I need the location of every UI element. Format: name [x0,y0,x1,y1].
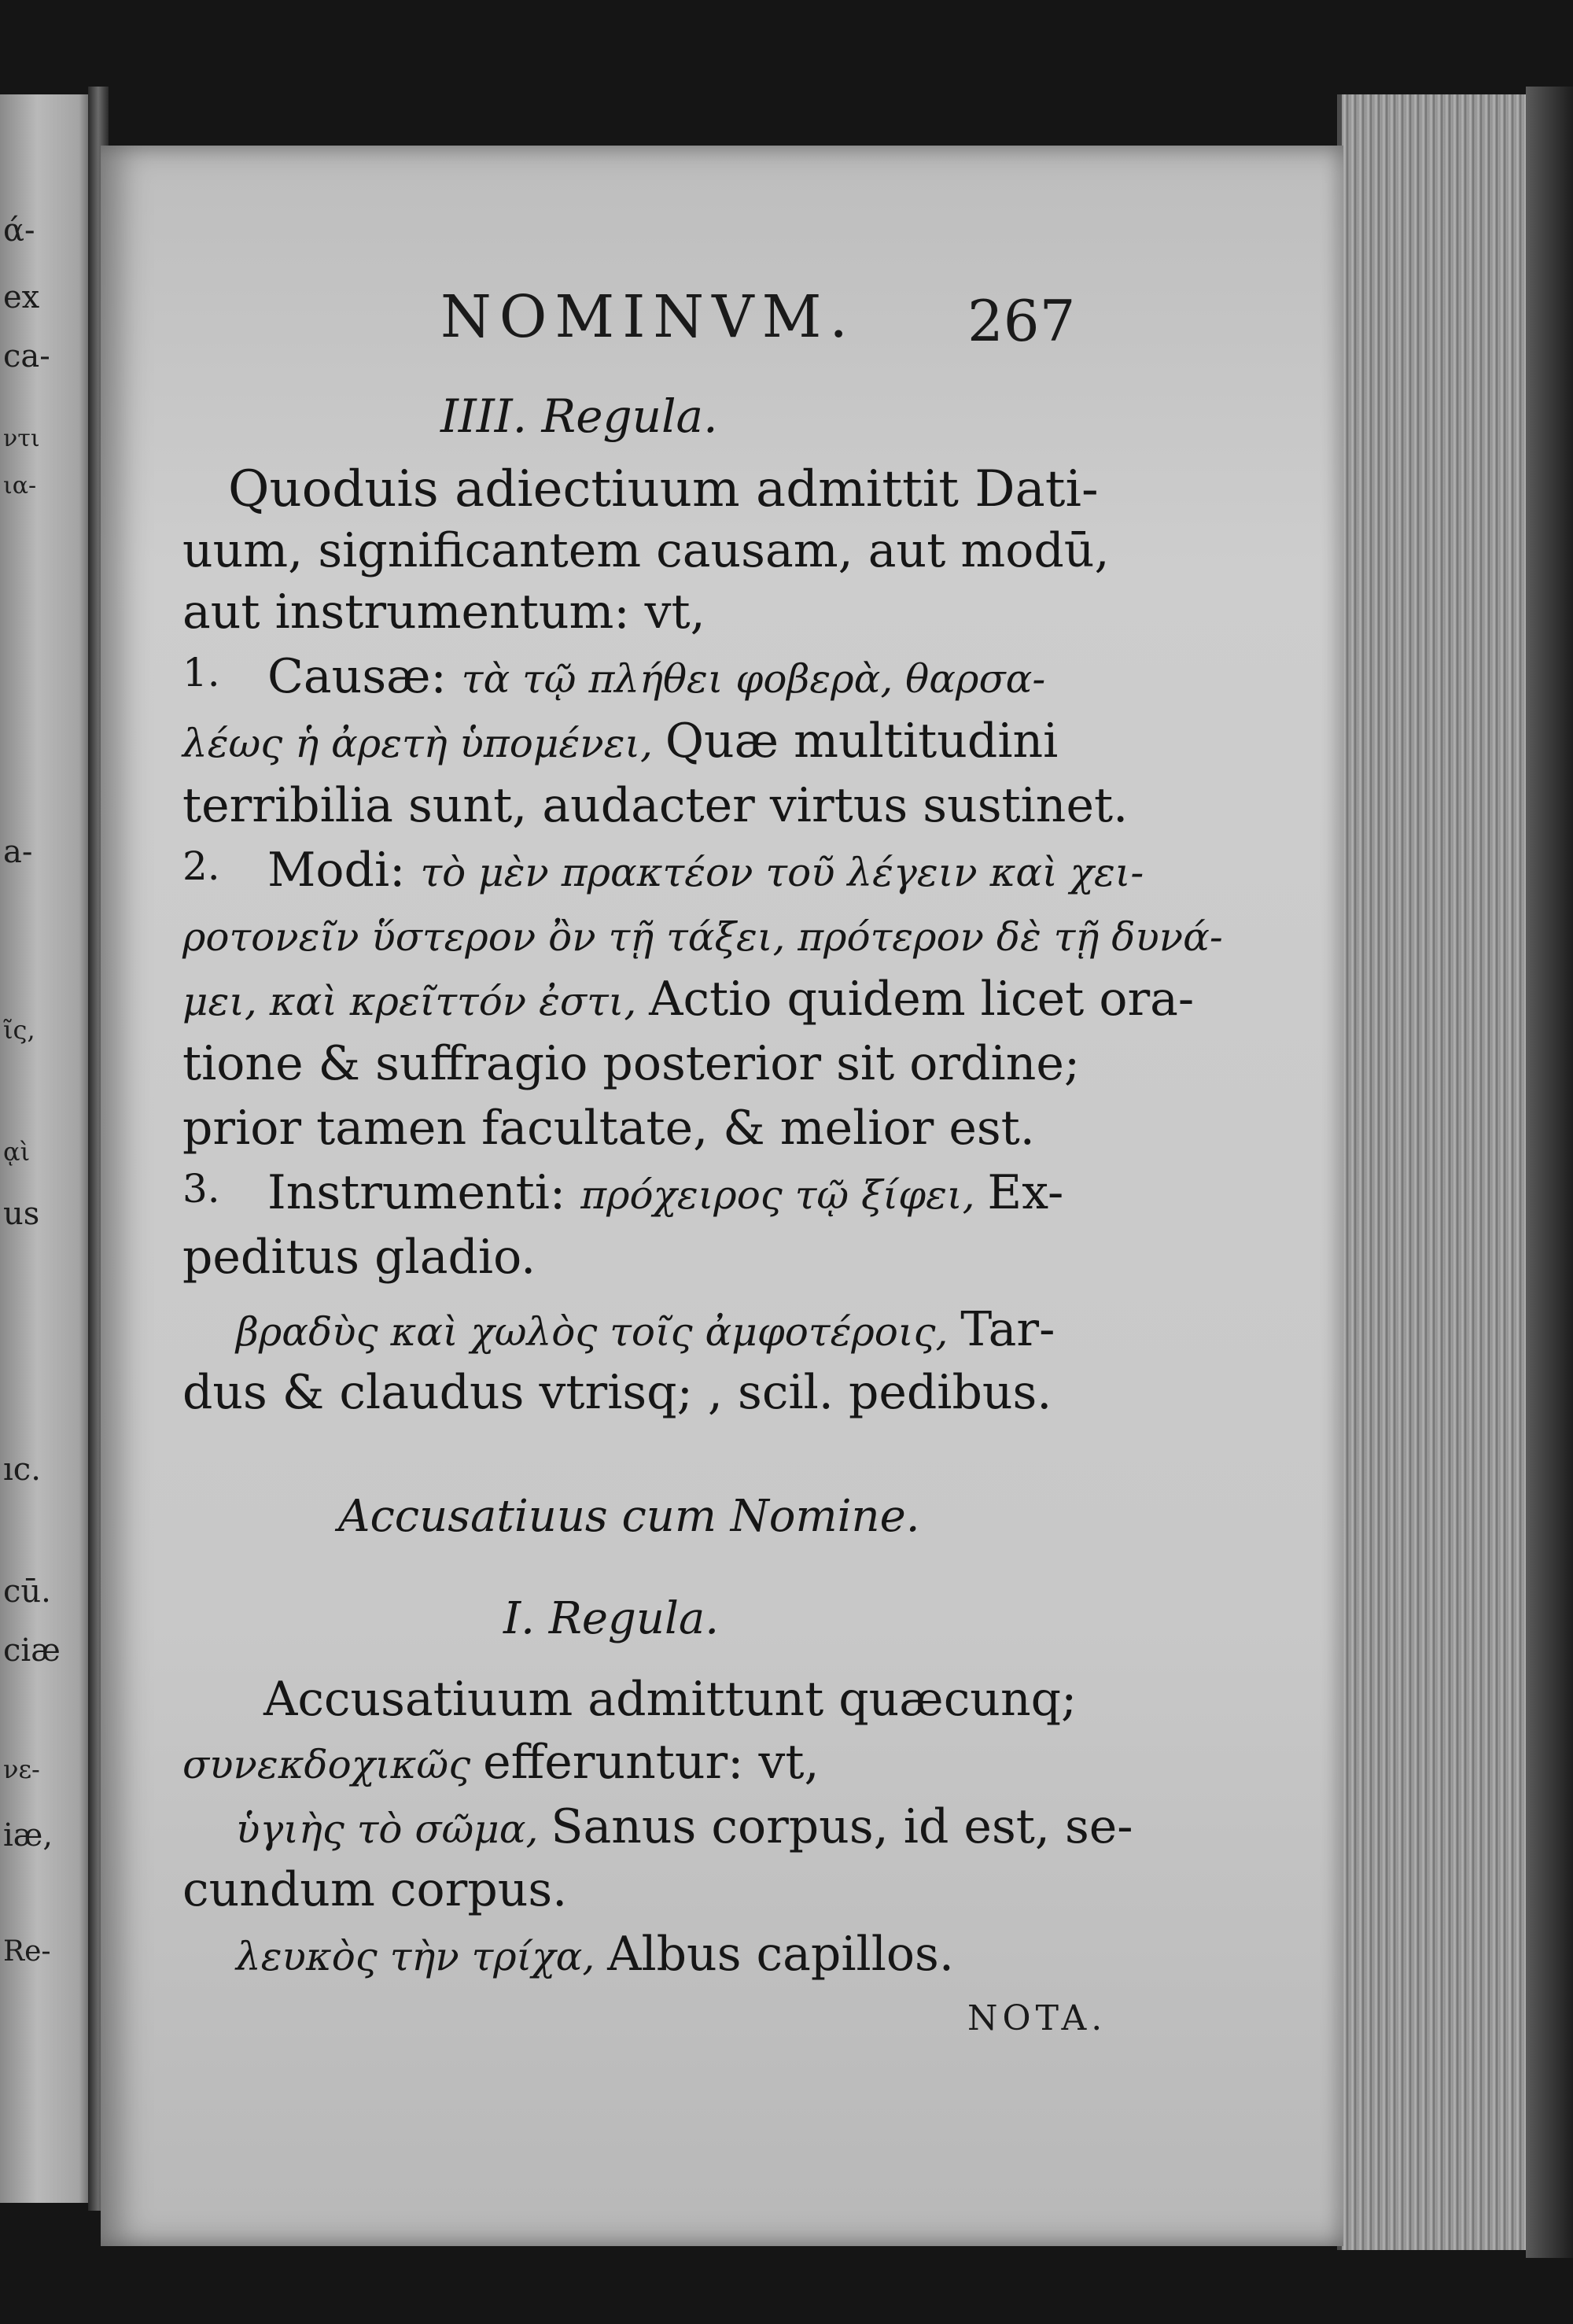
greek-text: ὑγιὴς τὸ σῶμα, [236,1806,551,1852]
latin-text: Accusatiuum admittunt quæcunq; [263,1672,1078,1727]
greek-text: τὸ μὲν πρακτέον τοῦ λέγειν καὶ χει- [420,850,1144,895]
left-facing-page [0,94,98,2203]
body-line [267,649,1046,704]
latin-text: efferuntur: vt, [483,1735,820,1790]
body-line [182,1735,820,1790]
body-line [182,1036,1081,1091]
latin-text: Sanus corpus, id est, se- [551,1799,1133,1854]
latin-text: Ex- [987,1165,1064,1220]
latin-text: tione & suffragio posterior sit ordine; [182,1036,1081,1091]
latin-text: Albus capillos. [607,1927,954,1982]
greek-text: λέως ἡ ἀρετὴ ὑπομένει, [182,721,665,766]
catchword: NOTA. [967,1998,1107,2038]
left-margin-fragment: a- [3,834,33,870]
left-margin-fragment: ῖς, [3,1015,35,1045]
body-line [267,843,1144,898]
latin-text: cundum corpus. [182,1862,568,1917]
body-line: aut instrumentum: vt, [182,585,705,640]
rule-heading: I. Regula. [503,1593,720,1644]
greek-text: ροτονεῖν ὕστερον ὂν τῇ τάξει, πρότερον δὲ τῇ δυνά- [182,914,1223,960]
body-line [267,1165,1064,1220]
body-line [182,972,1195,1027]
item-number: 2. [182,843,220,889]
running-head: NOMINVM. [440,283,856,351]
greek-text: λευκὸς τὴν τρίχα, [236,1934,608,1979]
item-number: 1. [182,650,220,695]
left-margin-fragment: Re- [3,1935,51,1968]
latin-text: Actio quidem licet ora- [649,972,1195,1027]
item-number: 3. [182,1166,220,1212]
body-line [182,1101,1035,1156]
latin-text: peditus gladio. [182,1230,536,1285]
left-margin-fragment: ια- [3,472,37,500]
body-line: Quoduis adiectiuum admittit Dati- [228,460,1099,518]
body-line [182,1862,568,1917]
latin-text: Instrumenti: [267,1165,581,1220]
latin-text: terribilia sunt, audacter virtus sustinet. [182,778,1129,833]
greek-text: πρόχειρος τῷ ξίφει, [580,1172,988,1218]
greek-text: συνεκδοχικῶς [182,1742,484,1787]
body-line [182,714,1059,769]
latin-text: Quæ multitudini [665,714,1059,769]
left-margin-fragment: ᾳὶ [3,1137,31,1167]
left-margin-fragment: ıc. [3,1452,41,1488]
left-margin-fragment: ντι [3,425,40,452]
greek-text: μει, καὶ κρεῖττόν ἐστι, [182,979,650,1024]
section-title: Accusatiuus cum Nomine. [338,1491,920,1542]
body-line [182,911,1223,958]
greek-text: τὰ τῷ πλήθει φοβερὰ, θαρσα- [461,656,1046,702]
left-margin-fragment: ά- [3,212,35,249]
greek-text: βραδὺς καὶ χωλὸς τοῖς ἀμφοτέροις, [236,1309,961,1355]
left-margin-fragment: ca- [3,338,50,374]
left-margin-fragment: ciæ [3,1632,61,1669]
left-margin-fragment: us [3,1196,40,1232]
body-line: uum, significantem causam, aut modū, [182,523,1110,578]
body-line [236,1799,1133,1854]
body-line [182,1230,536,1285]
body-line [236,1302,1055,1357]
body-line [263,1672,1078,1727]
body-line [182,778,1129,833]
latin-text: Modi: [267,843,421,898]
body-line [182,1365,1052,1420]
page-number: 267 [967,288,1076,354]
latin-text: Tar- [960,1302,1055,1357]
rule-heading: IIII. Regula. [440,389,718,443]
left-margin-fragment: νε- [3,1754,40,1784]
binding-shadow [1526,87,1573,2258]
left-margin-fragment: ex [3,279,40,315]
left-margin-fragment: cū. [3,1573,51,1610]
latin-text: dus & claudus vtrisq; , scil. pedibus. [182,1365,1052,1420]
body-line [236,1927,954,1982]
latin-text: prior tamen facultate, & melior est. [182,1101,1035,1156]
latin-text: Causæ: [267,649,462,704]
left-margin-fragment: iæ, [3,1817,53,1854]
